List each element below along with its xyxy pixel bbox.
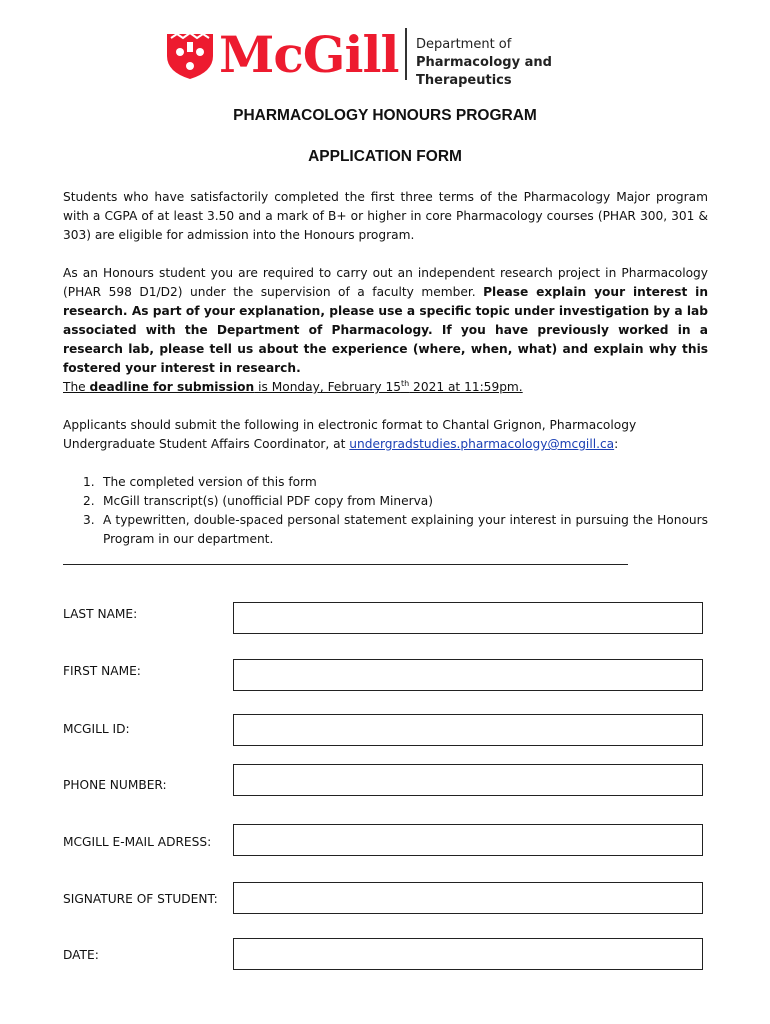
list-number: 3. [83, 513, 95, 527]
requirements-list [63, 473, 708, 549]
separator-line [63, 564, 628, 565]
signature-field[interactable] [233, 882, 703, 914]
eligibility-paragraph: Students who have satisfactorily completed the first three terms of the Pharmacology Major program with a CGPA of at least 3.50 and a mark of B+ or higher in core Pharmacology courses (PHAR 300, 301 & 303) are eligible for admission into the Honours program. [63, 190, 708, 242]
deadline-sup: th [400, 378, 410, 388]
deadline-line [63, 380, 523, 394]
deadline-bold: deadline for submission [89, 380, 255, 394]
department-line-1: Department of [416, 37, 512, 52]
list-text: The completed version of this form [103, 475, 317, 489]
deadline-post: 2021 at 11:59pm. [409, 380, 523, 394]
list-item [63, 511, 708, 549]
program-title: PHARMACOLOGY HONOURS PROGRAM [233, 107, 537, 124]
date-field[interactable] [233, 938, 703, 970]
list-item [63, 492, 708, 511]
list-text: A typewritten, double-spaced personal statement explaining your interest in pursuing the Honours Program in our department. [103, 513, 708, 546]
research-intro-text: As an Honours student you are required to carry out an independent research project in Pharmacology (PHAR 598 D1/D2) under the supervision of a faculty member. [63, 266, 708, 299]
research-paragraph [63, 264, 708, 378]
phone-number-field[interactable] [233, 764, 703, 796]
signature-label: SIGNATURE OF STUDENT: [63, 892, 218, 906]
list-number: 1. [83, 475, 95, 489]
first-name-label: FIRST NAME: [63, 664, 141, 678]
letterhead [165, 24, 625, 86]
email-link[interactable]: undergradstudies.pharmacology@mcgill.ca [349, 437, 615, 451]
date-label: DATE: [63, 948, 99, 962]
form-title: APPLICATION FORM [308, 148, 462, 165]
mcgill-id-field[interactable] [233, 714, 703, 746]
department-name [416, 36, 625, 90]
list-text: McGill transcript(s) (unofficial PDF copy from Minerva) [103, 494, 434, 508]
submission-paragraph [63, 416, 708, 454]
first-name-field[interactable] [233, 659, 703, 691]
submission-text: Applicants should submit the following in electronic format to Chantal Grignon, Pharmacology Undergraduate Student Affairs Coordinator, at [63, 418, 637, 451]
mcgill-crest-logo [165, 30, 215, 80]
deadline-mid: is Monday, February 15 [254, 380, 401, 394]
last-name-field[interactable] [233, 602, 703, 634]
submission-colon: : [614, 437, 619, 451]
email-address-field[interactable] [233, 824, 703, 856]
list-item [63, 473, 708, 492]
phone-number-label: PHONE NUMBER: [63, 778, 167, 792]
department-line-2: Pharmacology and Therapeutics [416, 55, 552, 88]
header-divider [405, 28, 407, 80]
deadline-pre: The [63, 380, 90, 394]
mcgill-wordmark: McGill [219, 25, 399, 84]
last-name-label: LAST NAME: [63, 607, 138, 621]
email-address-label: MCGILL E-MAIL ADRESS: [63, 835, 212, 849]
research-instructions-text: Please explain your interest in research. As part of your explanation, please use a specific topic under investigation by a lab associated with the Department of Pharmacology. If you have previously worked in a research lab, please tell us about the experience (where, when, what) and explain why this fostered your interest in research. [63, 285, 709, 375]
mcgill-id-label: MCGILL ID: [63, 722, 130, 736]
deadline-paragraph [63, 378, 708, 397]
list-number: 2. [83, 494, 95, 508]
